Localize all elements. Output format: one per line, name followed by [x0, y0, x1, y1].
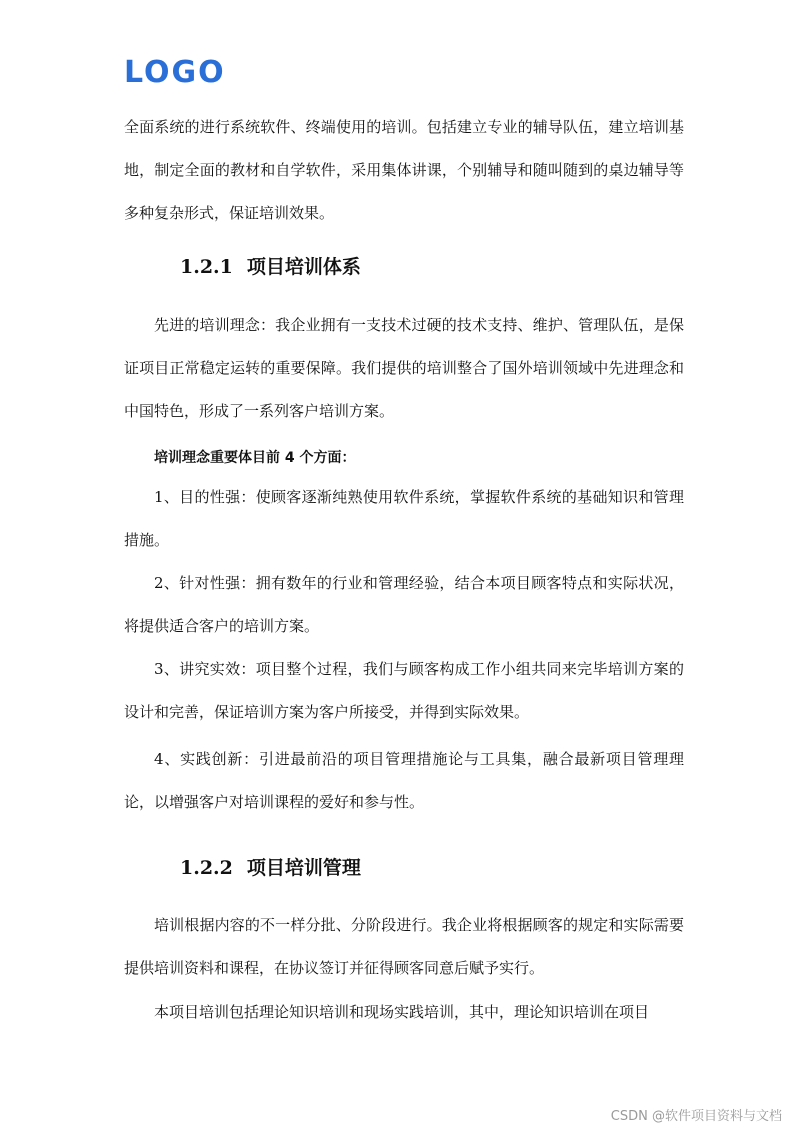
list-item-3: 3、讲究实效：项目整个过程，我们与顾客构成工作小组共同来完毕培训方案的设计和完善，保证培训方案为客户所接受，并得到实际效果。 [124, 660, 684, 721]
csdn-watermark: CSDN @软件项目资料与文档 [610, 1109, 782, 1124]
heading-number: 1.2.1 [180, 256, 233, 278]
logo: LOGO [124, 55, 226, 90]
list-item-2: 2、针对性强：拥有数年的行业和管理经验，结合本项目顾客特点和实际状况，将提供适合客户的培训方案。 [124, 574, 684, 635]
paragraph-training-management: 培训根据内容的不一样分批、分阶段进行。我企业将根据顾客的规定和实际需要提供培训资料和课程，在协议签订并征得顾客同意后赋予实行。 [124, 916, 684, 977]
list-item-4: 4、实践创新：引进最前沿的项目管理措施论与工具集，融合最新项目管理理论，以增强客户对培训课程的爱好和参与性。 [124, 750, 684, 811]
list-item-1: 1、目的性强：使顾客逐渐纯熟使用软件系统，掌握软件系统的基础知识和管理措施。 [124, 488, 684, 549]
heading-title: 项目培训体系 [246, 256, 361, 278]
paragraph-training-concept: 先进的培训理念：我企业拥有一支技术过硬的技术支持、维护、管理队伍，是保证项目正常稳定运转的重要保障。我们提供的培训整合了国外培训领域中先进理念和中国特色，形成了一系列客户培训方案。 [124, 316, 684, 420]
section-heading-1-2-1 [180, 252, 361, 279]
heading-title: 项目培训管理 [246, 857, 361, 879]
subheading-four-aspects: 培训理念重要体目前 4 个方面： [154, 450, 356, 466]
section-heading-1-2-2 [180, 853, 361, 880]
heading-number: 1.2.2 [180, 857, 233, 879]
paragraph-training-content: 本项目培训包括理论知识培训和现场实践培训，其中，理论知识培训在项目 [154, 1003, 650, 1021]
paragraph-intro: 全面系统的进行系统软件、终端使用的培训。包括建立专业的辅导队伍，建立培训基地，制定全面的教材和自学软件，采用集体讲课，个别辅导和随叫随到的桌边辅导等多种复杂形式，保证培训效果。 [124, 118, 684, 222]
